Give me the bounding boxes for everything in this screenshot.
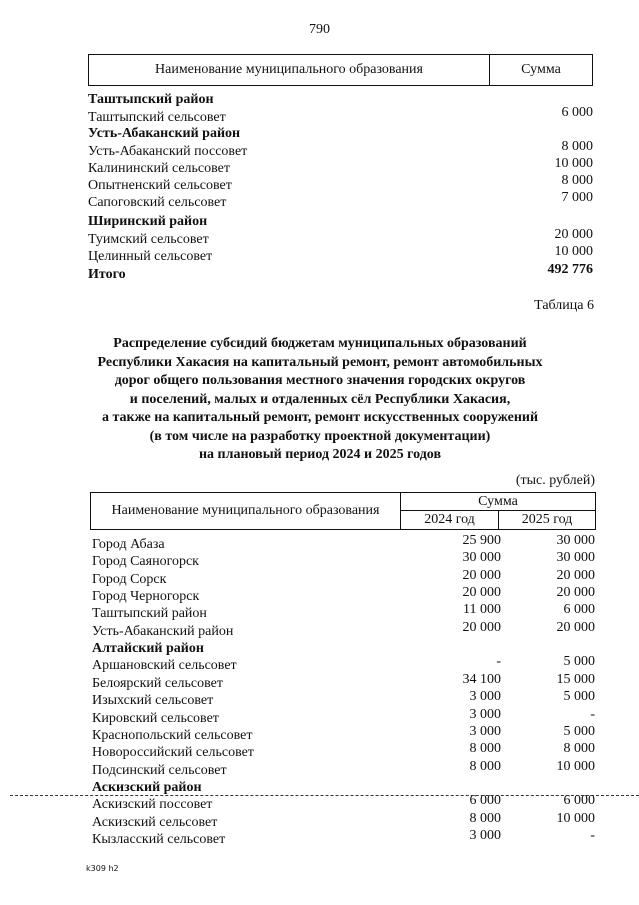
title-line: а также на капитальный ремонт, ремонт искусственных сооружений: [101, 410, 539, 425]
table2-row-value-2025: 15 000: [556, 671, 595, 687]
table2-row-name: Краснопольский сельсовет: [92, 727, 253, 743]
table2-row: [92, 584, 597, 605]
table2-row-value-2025: 5 000: [563, 654, 595, 670]
table2-row-name: Кызласский сельсовет: [92, 831, 226, 847]
table2-row-value-2024: 8 000: [469, 741, 501, 757]
table1-row: [88, 173, 593, 195]
table2-row: [92, 758, 597, 778]
table1-row: [88, 139, 593, 161]
table1-row: [88, 213, 593, 231]
table2-row-name: Аскизский поссовет: [92, 797, 213, 813]
table1-row: [88, 91, 593, 109]
table2-row: [92, 723, 597, 743]
title-line: на плановый период 2024 и 2025 годов: [198, 447, 442, 462]
table1-row-name: Целинный сельсовет: [88, 249, 213, 264]
table2-header-year-2024: 2024 год: [401, 511, 499, 529]
table1-row: [88, 156, 593, 178]
scan-artifact-line: [10, 795, 639, 796]
table2-row-name: Подсинский сельсовет: [92, 762, 227, 778]
title-line: и поселений, малых и отдаленных сёл Республики Хакасия,: [129, 391, 511, 407]
title-line: Республики Хакасия на капитальный ремонт, ремонт автомобильных: [97, 354, 543, 370]
table2-row-name: Город Абаза: [92, 537, 165, 552]
table2-row: [92, 653, 597, 674]
table2-row: [92, 827, 597, 847]
table1-header: [88, 54, 593, 86]
table1-row-value: 6 000: [561, 105, 593, 120]
table-title: [40, 335, 600, 465]
table2-row: [92, 601, 597, 622]
table1-header-sum: Сумма: [521, 62, 561, 77]
table2-row-name: Усть-Абаканский район: [92, 623, 234, 639]
table1-row-name: Сапоговский сельсовет: [88, 195, 227, 210]
table2-row: [92, 532, 597, 552]
table1-row-value: 20 000: [554, 227, 593, 242]
table1-row: [88, 244, 593, 266]
table2-row-name: Аскизский район: [92, 779, 202, 795]
table2-header: [90, 492, 596, 530]
table2-row: [92, 688, 597, 709]
table2-row-value-2025: 20 000: [556, 567, 595, 583]
table1-row-name: Опытненский сельсовет: [88, 178, 232, 193]
table2-row-value-2025: -: [590, 706, 595, 722]
table1-row-name: Усть-Абаканский поссовет: [88, 144, 248, 159]
table2-row: [92, 567, 597, 587]
table2-row-value-2025: 8 000: [563, 741, 595, 757]
table2-row-name: Новороссийский сельсовет: [92, 745, 254, 761]
table2-row-value-2025: 30 000: [556, 550, 595, 566]
table1-row-name: Ширинский район: [88, 214, 208, 229]
table1-row: [88, 190, 593, 212]
table2-row-value-2024: 20 000: [462, 619, 501, 635]
table2-row: [92, 671, 597, 691]
title-line: (в том числе на разработку проектной документации): [149, 428, 491, 444]
table1-row-name: Итого: [88, 267, 126, 282]
table2-row: [92, 740, 597, 761]
title-line: Распределение субсидий бюджетам муниципальных образований: [113, 336, 527, 351]
table2-row-name: Алтайский район: [92, 641, 204, 657]
footer-code: k309 h2: [86, 864, 119, 873]
table2-row: [92, 775, 597, 795]
table1-row-value: 7 000: [561, 190, 593, 205]
table2-header-name: Наименование муниципального образования: [91, 493, 401, 529]
table2-row-name: Изыхский сельсовет: [92, 693, 214, 709]
table2-row-name: Белоярский сельсовет: [92, 675, 223, 691]
table2-row-value-2025: 20 000: [556, 585, 595, 601]
table2-row-value-2025: 6 000: [563, 602, 595, 618]
table1-row: [88, 262, 593, 284]
table2-row-name: Таштыпский район: [92, 606, 207, 622]
table2-row-value-2025: -: [590, 827, 595, 843]
table1-row-value: 492 776: [547, 262, 593, 277]
table2-row-value-2024: 8 000: [469, 810, 501, 826]
table1-row-name: Таштыпский район: [88, 92, 214, 107]
table2-row-value-2025: 5 000: [563, 689, 595, 705]
table2-row: [92, 636, 597, 657]
table2-row-value-2025: 30 000: [556, 533, 595, 548]
table2-row-name: Кировский сельсовет: [92, 710, 219, 726]
table1-header-name: Наименование муниципального образования: [89, 55, 490, 85]
table2-row-value-2024: 34 100: [462, 671, 501, 687]
table2-row-value-2024: 20 000: [462, 567, 501, 583]
table2-row-value-2024: 11 000: [463, 602, 501, 618]
table2-row-value-2025: 10 000: [556, 758, 595, 774]
table2-row-name: Аршановский сельсовет: [92, 658, 237, 674]
table2-row-value-2025: 6 000: [563, 793, 595, 809]
table2-row-name: Город Сорск: [92, 571, 167, 587]
table1-row: [88, 125, 593, 143]
table2-row-value-2024: 3 000: [469, 689, 501, 705]
table2-row: [92, 810, 597, 830]
page-number: 790: [309, 22, 330, 37]
table1-row-name: Усть-Абаканский район: [88, 126, 241, 141]
units-label: (тыс. рублей): [515, 473, 595, 488]
table2-header-sum: Сумма: [401, 493, 595, 511]
table1-row-name: Туимский сельсовет: [88, 232, 209, 247]
table2-row-value-2025: 5 000: [563, 723, 595, 739]
table-label: Таблица 6: [534, 298, 594, 313]
table2-row-name: Город Черногорск: [92, 589, 200, 605]
table2-row-value-2025: 20 000: [556, 619, 595, 635]
table1-row-value: 8 000: [561, 139, 593, 154]
table2-row-value-2024: 30 000: [462, 550, 501, 566]
table2-row-name: Город Саяногорск: [92, 554, 199, 570]
table2-row-value-2024: 3 000: [469, 723, 501, 739]
table1-row-value: 8 000: [561, 173, 593, 188]
table2-row-value-2024: 20 000: [462, 585, 501, 601]
table2-row-value-2024: 8 000: [469, 758, 501, 774]
table2-row: [92, 619, 597, 639]
table2-row-value-2024: -: [496, 654, 501, 670]
table2-row: [92, 706, 597, 726]
title-line: дорог общего пользования местного значения городских округов: [114, 373, 526, 388]
table1-row-name: Таштыпский сельсовет: [88, 110, 226, 125]
table1-row-value: 10 000: [554, 244, 593, 259]
table2-row-value-2024: 25 900: [462, 533, 501, 548]
table2-row-name: Аскизский сельсовет: [92, 814, 218, 830]
table2-row: [92, 549, 597, 570]
table2-row-value-2025: 10 000: [556, 810, 595, 826]
table1-row-name: Калининский сельсовет: [88, 161, 230, 176]
table2-row-value-2024: 3 000: [469, 827, 501, 843]
table2-header-year-2025: 2025 год: [521, 512, 573, 527]
table2-row-value-2024: 3 000: [469, 706, 501, 722]
table2-row-value-2024: 6 000: [469, 793, 501, 809]
table1-row: [88, 227, 593, 249]
table1-row-value: 10 000: [554, 156, 593, 171]
